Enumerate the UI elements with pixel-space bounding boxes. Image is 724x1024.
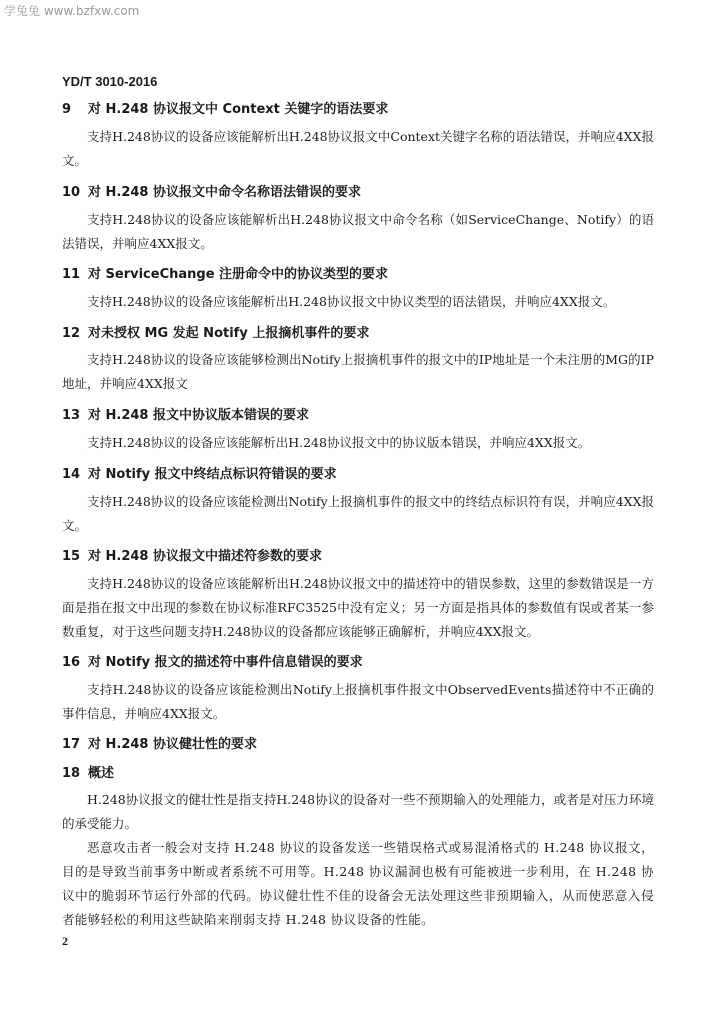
section-body-9: 支持H.248协议的设备应该能解析出H.248协议报文中Context关键字名称的语法错误，并响应4XX报文。 [62, 129, 654, 168]
section-number: 9 [62, 102, 72, 117]
section-body-15: 支持H.248协议的设备应该能解析出H.248协议报文中的描述符中的错误参数，这里的参数错误是一方面是指在报文中出现的参数在协议标准RFC3525中没有定义；另一方面是指具体的参数值有误或者某一参数重复，对于这些问题支持H.248协议的设备都应该能够正确解析，并响应4XX报文。 [62, 576, 654, 639]
section-heading-11 [62, 263, 388, 282]
overview-paragraph-1: H.248协议报文的健壮性是指支持H.248协议的设备对一些不预期输入的处理能力，或者是对压力环境的承受能力。 [62, 792, 654, 831]
section-body-14: 支持H.248协议的设备应该能检测出Notify上报摘机事件的报文中的终结点标识符有误，并响应4XX报文。 [62, 494, 654, 533]
section-number: 14 [62, 467, 81, 482]
section-title: 对 H.248 协议报文中 Context 关键字的语法要求 [88, 102, 389, 117]
section-title: 对 H.248 协议报文中命令名称语法错误的要求 [88, 185, 362, 200]
section-number: 13 [62, 408, 81, 423]
section-body-13: 支持H.248协议的设备应该能解析出H.248协议报文中的协议版本错误，并响应4XX报文。 [87, 435, 591, 450]
section-body-10: 支持H.248协议的设备应该能解析出H.248协议报文中命令名称（如ServiceChange、Notify）的语法错误，并响应4XX报文。 [62, 212, 654, 251]
section-number: 17 [62, 737, 81, 752]
section-body-16: 支持H.248协议的设备应该能检测出Notify上报摘机事件报文中ObservedEvents描述符中不正确的事件信息，并响应4XX报文。 [62, 682, 654, 721]
document-id: YD/T 3010-2016 [62, 74, 158, 89]
section-heading-14 [62, 463, 337, 482]
section-body-12: 支持H.248协议的设备应该能够检测出Notify上报摘机事件的报文中的IP地址是一个未注册的MG的IP地址，并响应4XX报文 [62, 352, 654, 391]
section-heading-16 [62, 651, 363, 670]
section-title: 对 Notify 报文的描述符中事件信息错误的要求 [88, 655, 363, 670]
section-title: 概述 [88, 766, 115, 781]
section-body-11: 支持H.248协议的设备应该能解析出H.248协议报文中协议类型的语法错误，并响应4XX报文。 [87, 294, 616, 309]
section-title: 对未授权 MG 发起 Notify 上报摘机事件的要求 [88, 326, 370, 341]
section-title: 对 Notify 报文中终结点标识符错误的要求 [88, 467, 337, 482]
section-heading-9 [62, 98, 388, 117]
section-title: 对 H.248 报文中协议版本错误的要求 [88, 408, 310, 423]
section-number: 10 [62, 185, 81, 200]
section-heading-12 [62, 322, 369, 341]
watermark-text: 学兔兔 www.bzfxw.com [4, 4, 140, 18]
section-title: 对 H.248 协议健壮性的要求 [88, 737, 258, 752]
page-number: 2 [62, 934, 68, 948]
section-heading-10 [62, 181, 361, 200]
section-heading-15 [62, 545, 322, 564]
section-title: 对 ServiceChange 注册命令中的协议类型的要求 [88, 267, 389, 282]
section-number: 18 [62, 766, 81, 781]
overview-paragraph-2: 恶意攻击者一般会对支持 H.248 协议的设备发送一些错误格式或易混淆格式的 H.248 协议报文，目的是导致当前事务中断或者系统不可用等。H.248 协议漏洞也极有可能被进一步利用，在 H.248 协议中的脆弱环节运行外部的代码。协议健壮性不佳的设备会无法处理这些非预期输入，从而使恶意入侵者能够轻松的利用这些缺陷来削弱支持 H.248 协议设备的性能。 [62, 840, 654, 927]
section-title: 对 H.248 协议报文中描述符参数的要求 [88, 549, 323, 564]
section-heading-17 [62, 733, 257, 752]
section-number: 12 [62, 326, 81, 341]
section-heading-13 [62, 404, 309, 423]
section-number: 11 [62, 267, 81, 282]
section-number: 15 [62, 549, 81, 564]
section-number: 16 [62, 655, 81, 670]
section-heading-18 [62, 762, 114, 781]
